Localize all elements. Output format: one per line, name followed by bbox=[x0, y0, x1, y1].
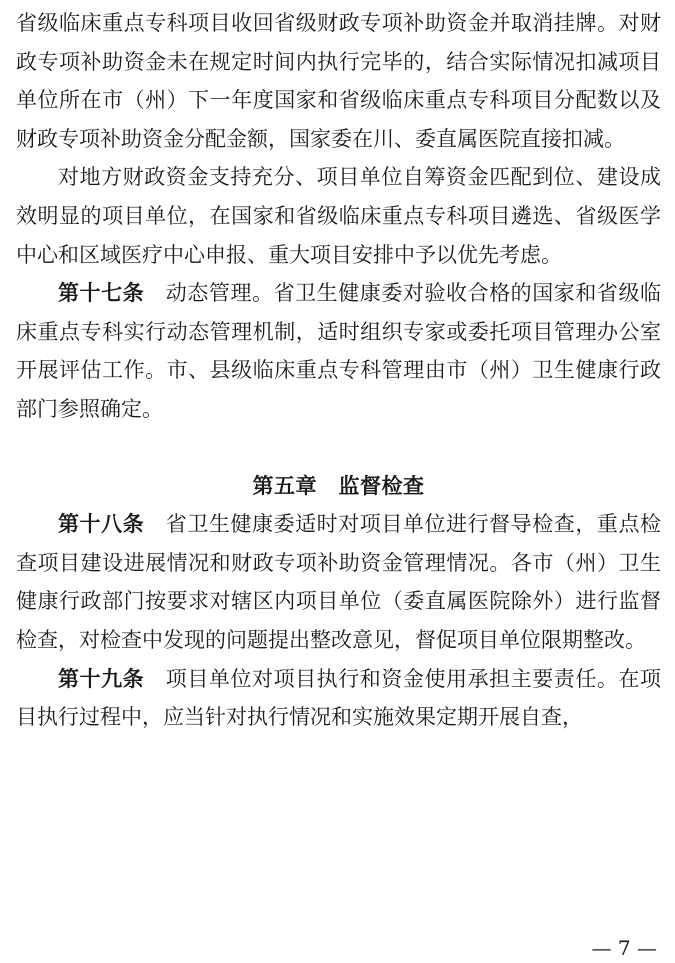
article-19 bbox=[16, 660, 661, 737]
paragraph-funding-recovery: 省级临床重点专科项目收回省级财政专项补助资金并取消挂牌。对财政专项补助资金未在规定时间内执行完毕的，结合实际情况扣减项目单位所在市（州）下一年度国家和省级临床重点专科项目分配数以及财政专项补助资金分配金额，国家委在川、委直属医院直接扣减。 bbox=[16, 11, 661, 151]
page-number: — 7 — bbox=[591, 936, 657, 960]
article-17 bbox=[16, 274, 661, 428]
article-18 bbox=[16, 505, 661, 659]
paragraph-priority-support: 对地方财政资金支持充分、项目单位自筹资金匹配到位、建设成效明显的项目单位，在国家和省级临床重点专科项目遴选、省级医学中心和区域医疗中心申报、重大项目安排中予以优先考虑。 bbox=[16, 165, 661, 267]
article-19-label: 第十九条 bbox=[58, 666, 145, 691]
section-gap bbox=[16, 429, 661, 467]
article-18-label: 第十八条 bbox=[58, 512, 145, 537]
chapter-5-title: 第五章 监督检查 bbox=[252, 473, 425, 498]
article-19-text: 项目单位对项目执行和资金使用承担主要责任。在项目执行过程中，应当针对执行情况和实施效果定期开展自查， bbox=[16, 666, 662, 730]
article-17-text: 动态管理。省卫生健康委对验收合格的国家和省级临床重点专科实行动态管理机制，适时组织专家或委托项目管理办公室开展评估工作。市、县级临床重点专科管理由市（州）卫生健康行政部门参照确定。 bbox=[16, 281, 662, 421]
article-17-label: 第十七条 bbox=[58, 281, 145, 306]
document-page bbox=[16, 4, 661, 737]
article-18-text: 省卫生健康委适时对项目单位进行督导检查，重点检查项目建设进展情况和财政专项补助资金管理情况。各市（州）卫生健康行政部门按要求对辖区内项目单位（委直属医院除外）进行监督检查，对检查中发现的问题提出整改意见，督促项目单位限期整改。 bbox=[16, 512, 662, 652]
